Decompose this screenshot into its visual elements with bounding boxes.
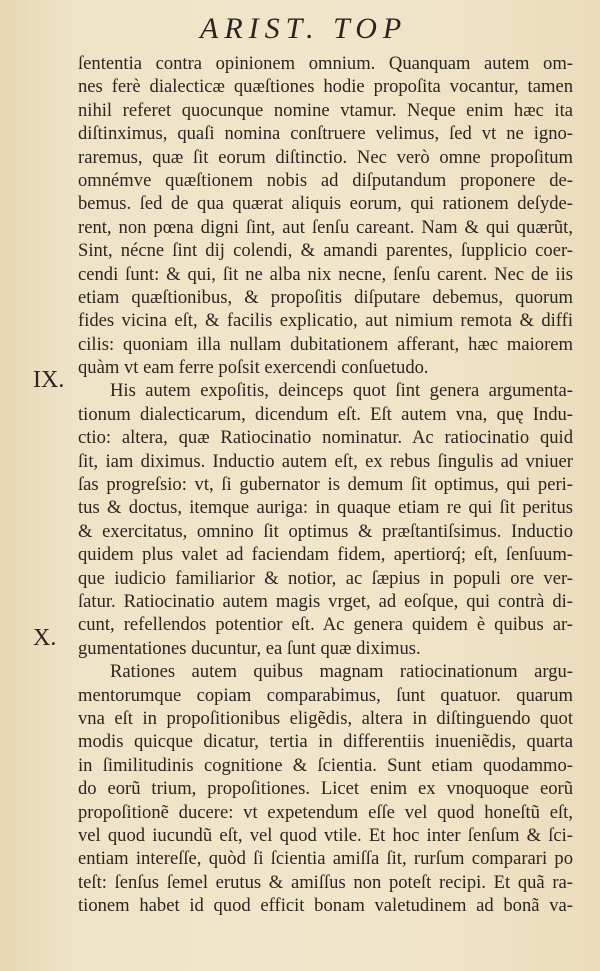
section-number-x: X. [33,625,57,651]
text-line: teſt: ſenſus ſemel erutus & amiſſus non poteſt recipi. Et quã ra- [78,871,573,893]
text-line: cendi ſunt: & qui, ſit ne alba nix necne, ſenſu carent. Nec de iis [78,263,573,285]
text-line: diſtinximus, quaſi nomina conſtruere velimus, ſed vt ne igno- [78,123,573,145]
text-line: cilis: quoniam illa nullam dubitationem afferant, hæc maiorem [78,333,573,355]
text-line: do eorũ trium, propoſitiones. Licet enim ex vnoquoque eorũ [78,778,573,800]
text-line: gumentationes ducuntur, ea ſunt quæ diximus. [78,637,421,659]
text-line: raremus, quæ ſit eorum diſtinctio. Nec verò omne propoſitum [78,146,573,168]
text-line: tionem habet id quod efficit bonam valetudinem ad bonã va- [78,895,573,917]
text-line: entiam intereſſe, quòd ſi ſcientia amiſſa ſit, rurſum comparari po [78,848,573,870]
text-line: que iudicio familiarior & notior, ac ſæpius in populi ore ver- [78,567,573,589]
text-line: quàm vt eam ferre poſsit exercendi conſuetudo. [78,357,429,379]
text-line: Sint, nécne ſint dij colendi, & amandi parentes, ſupplicio coer- [78,240,573,262]
text-line: vel quod iucundũ eſt, vel quod vtile. Et hoc inter ſenſum & ſci- [78,824,573,846]
text-line: nihil referet quocunque nomine vtamur. Neque enim hæc ita [78,99,573,121]
text-line: tionum dialecticarum, dicendum eſt. Eſt autem vna, quę Indu- [78,403,573,425]
text-line: His autem expoſitis, deinceps quot ſint genera argumenta- [110,380,573,402]
section-number-ix: IX. [33,367,65,393]
text-line: in ſimilitudinis cognitione & ſcientia. Sunt etiam quodammo- [78,754,573,776]
text-line: nes ferè dialecticæ quæſtiones hodie propoſita vocantur, tamen [78,76,573,98]
text-line: omnémve quæſtionem nobis ad diſputandum proponere de- [78,169,573,191]
text-line: propoſitionẽ ducere: vt expetendum eſſe vel quod honeſtũ eſt, [78,801,573,823]
text-line: Rationes autem quibus magnam ratiocinationum argu- [110,661,573,683]
text-line: rent, non pœna digni ſint, aut ſenſu careant. Nam & qui quærũt, [78,216,573,238]
text-line: cunt, refellendos potentior eſt. Ac genera quidem è quibus ar- [78,614,573,636]
paragraph [78,379,573,660]
text-line: & exercitatus, omnino ſit optimus & præſtantiſsimus. Inductio [78,520,573,542]
text-line: bemus. ſed de qua quærat aliquis eorum, qui rationem deſyde- [78,193,573,215]
text-line: fides vicina eſt, & facilis explicatio, aut nimium remota & diffi [78,310,573,332]
paragraph [78,52,573,379]
text-line: tus & doctus, itemque auriga: in quaque etiam re qui ſit peritus [78,497,573,519]
text-line: quidem plus valet ad faciendam fidem, apertiorq́; eſt, ſenſuum- [78,544,573,566]
body-text [78,52,573,917]
running-head: ARIST. TOP [200,12,408,45]
text-line: ſatur. Ratiocinatio autem magis vrget, ad eoſque, qui contrà di- [78,590,573,612]
paragraph [78,660,573,917]
text-line: vna eſt in propoſitionibus eligẽdis, altera in diſtinguendo quot [78,707,573,729]
text-line: modis quicque dicatur, tertia in differentiis inueniẽdis, quarta [78,731,573,753]
text-line: mentorumque copiam comparabimus, ſunt quatuor. quarum [78,684,573,706]
text-line: ſententia contra opinionem omnium. Quanquam autem om- [78,53,573,74]
text-line: ſas progreſsio: vt, ſi gubernator is demum ſit optimus, qui peri- [78,474,573,496]
text-line: ſit, iam diximus. Inductio autem eſt, ex rebus ſingulis ad vniuer [78,450,573,472]
text-line: ctio: altera, quæ Ratiocinatio nominatur. Ac ratiocinatio quid [78,427,573,449]
text-line: etiam quæſtionibus, & propoſitis diſputare debemus, quorum [78,286,573,308]
